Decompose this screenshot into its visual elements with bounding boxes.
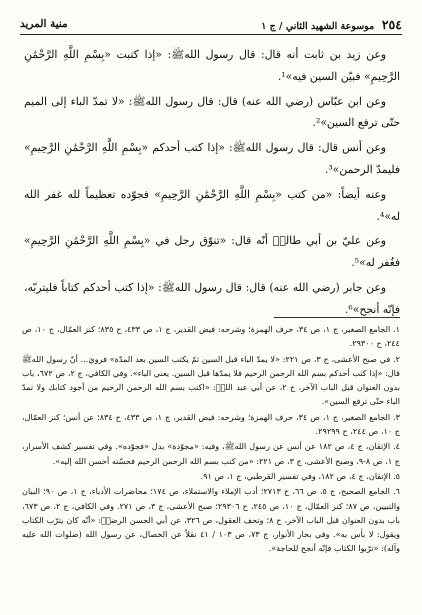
footnote: ٣. الجامع الصغير، ج ١، ص ٣٤، حرف الهمزة؛ وشرحه: فيض القدير، ج ١، ص ٤٣٣، ح ٨٣٤؛ عن أنس؛ كنز العمّال، ج ١٠، ص ٢٤٤، ح ٢٩٢٩٩. [22, 411, 401, 437]
footnote-separator [274, 317, 400, 318]
footnote: ٥. الإتقان، ج ٤، ص ١٨٢، وفي تفسير القرطبي، ج ١، ص ٩١. [200, 470, 400, 481]
page-header [20, 14, 402, 35]
footnote: ١. الجامع الصغير، ج ١، ص ٣٤، حرف الهمزة؛ وشرحه: فيض القدير، ج ١، ص ٤٣٣، ح ٨٣٥؛ كنز العمّال، ج ١٠، ص ٢٤٤، ح ٢٩٣٠٠. [22, 324, 401, 349]
footnotes [22, 322, 400, 557]
footnote: ٤. الإتقان، ج ٤، ص ١٨٢ عن أنس عن رسول اللهﷺ، وفيه: «مجوّدة» بدل «فجوّده». وفي تفسير كشف الأسرار، ج ١، ص ٨-٩، وصبح الأعشى، ج ٣، ص ٢٢١: «من كتب بسم الله الرحمن الرحيم فحسّنه أحسن الله إليه». [22, 441, 401, 466]
body-paragraph: وعن أنس قال: قال رسول اللهﷺ: «إذا كتب أحدكم «بِسْمِ اللَّهِ الرَّحْمَٰنِ الرَّحِيمِ» فليمدّ الرحمن»³. [24, 141, 400, 176]
section-title: منية المريد [20, 18, 68, 30]
book-title: موسوعة الشهيد الثاني / ج ١ [261, 20, 375, 32]
footnote: ٦. الجامع الصحيح، ج ٥، ص ٦٦، ح ٢٧١٣؛ أدب الإملاء والاستملاء، ص ١٧٤؛ محاضرات الأدباء، ج ١، ص ٩٠؛ البيان والتبيين، ص ٨٧؛ كنز العمّال، ج ١٠، ص ٢٤٥، ح ٢٩٣٠٦؛ صبح الأعشى، ج ٣، ص ٢٧١. وفي الكافي، ج ٢، ص ٦٧٣، باب بدون العنوان قبل الباب الآخر، ح ٨؛ وتحف العقول، ص ٣٢٦، عن أبي الحسن الرضاؑ: «أنّه كان يترّب الكتاب ويقول: لا بأس به». وفي بحار الأنوار، ج ٧٣، ص ١٠٣ / ٤١ نقلاً عن الخصال، عن رسول الله (صلوات الله عليه وآله): «ترّبوا الكتاب فإنّه أنجح للحاجة». [22, 486, 401, 554]
body-paragraph: وعن عليّ بن أبي طالبؑ أنّه قال: «تنوّق رجل في «بِسْمِ اللَّهِ الرَّحْمَٰنِ الرَّحِيمِ» فغُفر له»⁵. [24, 234, 400, 270]
body-paragraph: وعنه أيضاً: «من كتب «بِسْمِ اللَّهِ الرَّحْمَٰنِ الرَّحِيمِ» فجوّده تعظيماً لله غفر الله له»⁴. [24, 187, 400, 223]
body-paragraph: وعن جابر (رضي الله عنه) قال: قال رسول اللهﷺ: «إذا كتب أحدكم كتاباً فليتربّه، فإنّه أنجح»⁶. [24, 280, 400, 316]
main-text [24, 44, 400, 324]
page-number: ٢٥٤ [381, 16, 402, 32]
footnote: ٢. في صبح الأعشى، ج ٣، ص ٢٢١: «لا يمدّ الباء قبل السين ثمّ يكتب السين بعد المدّة» فرويَ... أنّ رسول اللهﷺ قال: «إذا كتب أحدكم بسم الله الرحمن الرحيم فلا يمدّها قبل السين. يعني الباء». وفي الكافي، ج ٢، ص ٦٧٢، باب بدون العنوان قبل الباب الآخر، ح ٢، عن أبي عبد اللهؑ: «اكتب بسم الله الرحمن الرحيم من أجود كتابك ولا تمدّ الباء حتّى ترفع السين». [22, 353, 401, 407]
body-paragraph: وعن زيد بن ثابت أنه قال: قال رسول اللهﷺ: «إذا كتبت «بِسْمِ اللَّهِ الرَّحْمَٰنِ الرَّحِيمِ» فبيّن السين فيه»¹. [24, 48, 400, 83]
header-left [261, 17, 402, 32]
body-paragraph: وعن ابن عبّاس (رضي الله عنه) قال: قال رسول اللهﷺ: «لا تمدّ الباء إلى الميم حتّى ترفع السين»². [24, 94, 400, 130]
